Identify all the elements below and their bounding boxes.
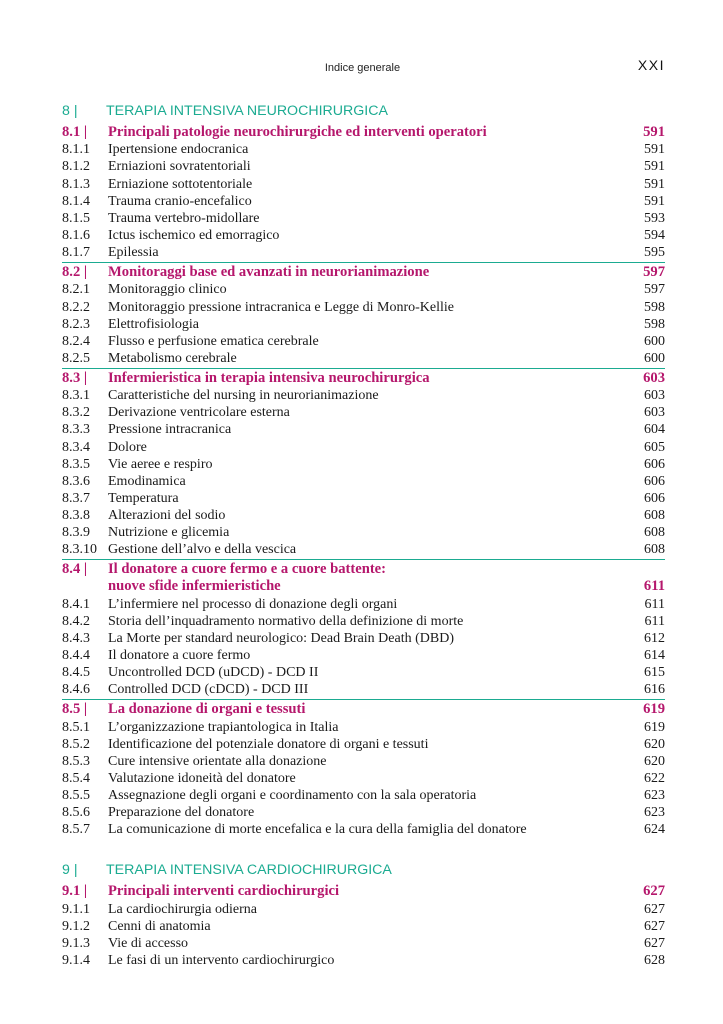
entry-number: 8.5.5 <box>62 787 90 803</box>
entry-number: 8.5.2 <box>62 736 90 752</box>
entry-title: La Morte per standard neurologico: Dead Brain Death (DBD) <box>108 630 454 646</box>
section-title: Infermieristica in terapia intensiva neurochirurgica <box>108 370 430 387</box>
entry-number: 8.2.5 <box>62 350 90 366</box>
entry-title: Le fasi di un intervento cardiochirurgico <box>108 952 335 968</box>
entry-number: 8.1.3 <box>62 176 90 192</box>
toc-entry <box>62 681 665 698</box>
entry-page-number: 628 <box>644 952 665 968</box>
section-heading <box>62 123 665 141</box>
toc-entry <box>62 387 665 404</box>
entry-page-number: 597 <box>644 282 665 298</box>
entry-title: Emodinamica <box>108 473 186 489</box>
entry-number: 8.1.1 <box>62 142 90 158</box>
entry-number: 8.4.1 <box>62 596 90 612</box>
entry-title: Trauma vertebro-midollare <box>108 210 260 226</box>
entry-number: 8.5.3 <box>62 753 90 769</box>
entry-number: 8.3.5 <box>62 456 90 472</box>
entry-number: 8.1.7 <box>62 244 90 260</box>
toc-entry <box>62 227 665 244</box>
entry-title: Dolore <box>108 439 147 455</box>
section-heading <box>62 882 665 900</box>
section-number: 8.2 | <box>62 264 88 281</box>
toc-entry <box>62 787 665 804</box>
page-number: XXI <box>637 57 665 73</box>
entry-title: Uncontrolled DCD (uDCD) - DCD II <box>108 665 319 681</box>
section-number: 8.5 | <box>62 701 88 718</box>
entry-title: Monitoraggio pressione intracranica e Legge di Monro-Kellie <box>108 299 454 315</box>
section-title: Monitoraggi base ed avanzati in neurorianimazione <box>108 264 430 281</box>
entry-page-number: 608 <box>644 507 665 523</box>
toc-entry <box>62 141 665 158</box>
entry-page-number: 611 <box>644 596 665 612</box>
entry-number: 8.2.1 <box>62 282 90 298</box>
entry-title: Elettrofisiologia <box>108 316 199 332</box>
entry-number: 8.3.4 <box>62 439 90 455</box>
chapter-title: TERAPIA INTENSIVA NEUROCHIRURGICA <box>106 103 388 119</box>
toc-entry <box>62 918 665 935</box>
entry-title: Ictus ischemico ed emorragico <box>108 227 280 243</box>
entry-title: Pressione intracranica <box>108 422 232 438</box>
entry-page-number: 598 <box>644 316 665 332</box>
entry-number: 8.3.1 <box>62 388 90 404</box>
toc-entry <box>62 596 665 613</box>
entry-page-number: 606 <box>644 490 665 506</box>
entry-number: 8.4.3 <box>62 630 90 646</box>
entry-title: La cardiochirurgia odierna <box>108 901 258 917</box>
toc-entry <box>62 316 665 333</box>
section-heading <box>62 262 665 281</box>
entry-title: Flusso e perfusione ematica cerebrale <box>108 333 319 349</box>
entry-page-number: 627 <box>644 918 665 934</box>
chapter-heading <box>62 101 665 121</box>
toc-entry <box>62 630 665 647</box>
entry-page-number: 623 <box>644 787 665 803</box>
entry-title: Ipertensione endocranica <box>108 142 249 158</box>
entry-page-number: 595 <box>644 244 665 260</box>
toc-entry <box>62 664 665 681</box>
toc-entry <box>62 333 665 350</box>
section-title: Il donatore a cuore fermo e a cuore battente: nuove sfide infermieristiche <box>108 561 387 595</box>
entry-page-number: 593 <box>644 210 665 226</box>
entry-number: 8.4.4 <box>62 647 90 663</box>
toc-entry <box>62 736 665 753</box>
entry-page-number: 627 <box>644 901 665 917</box>
toc-entry <box>62 770 665 787</box>
entry-title: Cenni di anatomia <box>108 918 211 934</box>
entry-page-number: 620 <box>644 753 665 769</box>
chapter-number: 9 | <box>62 862 78 879</box>
entry-title: Controlled DCD (cDCD) - DCD III <box>108 682 309 698</box>
toc-entry <box>62 281 665 298</box>
toc-entry <box>62 821 665 838</box>
section-page-number: 627 <box>643 883 665 900</box>
section-heading <box>62 699 665 718</box>
entry-page-number: 591 <box>644 193 665 209</box>
toc-entry <box>62 421 665 438</box>
chapter-title: TERAPIA INTENSIVA CARDIOCHIRURGICA <box>106 862 392 879</box>
entry-page-number: 603 <box>644 388 665 404</box>
section-heading <box>62 368 665 387</box>
entry-number: 8.3.3 <box>62 422 90 438</box>
entry-page-number: 615 <box>644 665 665 681</box>
running-header <box>60 57 665 79</box>
entry-title: Monitoraggio clinico <box>108 282 227 298</box>
toc-entry <box>62 244 665 261</box>
entry-number: 8.4.6 <box>62 682 90 698</box>
entry-page-number: 591 <box>644 142 665 158</box>
entry-number: 8.1.4 <box>62 193 90 209</box>
entry-number: 8.5.7 <box>62 822 90 838</box>
entry-title: Erniazioni sovratentoriali <box>108 159 251 175</box>
entry-page-number: 591 <box>644 159 665 175</box>
entry-page-number: 608 <box>644 525 665 541</box>
entry-title: Metabolismo cerebrale <box>108 350 237 366</box>
entry-number: 8.3.2 <box>62 405 90 421</box>
toc-entry <box>62 439 665 456</box>
entry-number: 8.5.4 <box>62 770 90 786</box>
entry-title: Storia dell’inquadramento normativo della definizione di morte <box>108 613 464 629</box>
entry-title: La comunicazione di morte encefalica e la cura della famiglia del donatore <box>108 822 527 838</box>
toc-entry <box>62 753 665 770</box>
entry-page-number: 605 <box>644 439 665 455</box>
entry-number: 8.3.9 <box>62 525 90 541</box>
entry-number: 8.3.6 <box>62 473 90 489</box>
entry-page-number: 611 <box>644 613 665 629</box>
entry-number: 8.3.7 <box>62 490 90 506</box>
entry-title: Gestione dell’alvo e della vescica <box>108 542 297 558</box>
entry-number: 8.1.5 <box>62 210 90 226</box>
entry-page-number: 603 <box>644 405 665 421</box>
entry-number: 8.5.1 <box>62 719 90 735</box>
entry-page-number: 604 <box>644 422 665 438</box>
section-page-number: 597 <box>643 264 665 281</box>
section-title: Principali patologie neurochirurgiche ed interventi operatori <box>108 124 487 141</box>
entry-number: 8.1.6 <box>62 227 90 243</box>
toc-entry <box>62 524 665 541</box>
section-page-number: 611 <box>643 578 665 595</box>
entry-title: Preparazione del donatore <box>108 805 255 821</box>
entry-page-number: 600 <box>644 350 665 366</box>
entry-page-number: 620 <box>644 736 665 752</box>
entry-number: 8.2.2 <box>62 299 90 315</box>
entry-title: Il donatore a cuore fermo <box>108 647 251 663</box>
entry-page-number: 606 <box>644 473 665 489</box>
entry-page-number: 627 <box>644 935 665 951</box>
toc-entry <box>62 613 665 630</box>
toc-entry <box>62 193 665 210</box>
entry-number: 8.2.3 <box>62 316 90 332</box>
toc-entry <box>62 935 665 952</box>
chapter-heading <box>62 860 665 880</box>
toc-entry <box>62 719 665 736</box>
toc-entry <box>62 490 665 507</box>
entry-number: 8.1.2 <box>62 159 90 175</box>
entry-title: L’organizzazione trapiantologica in Italia <box>108 719 339 735</box>
entry-title: Epilessia <box>108 244 159 260</box>
section-page-number: 619 <box>643 701 665 718</box>
running-title: Indice generale <box>324 62 401 74</box>
toc-entry <box>62 456 665 473</box>
entry-title: Cure intensive orientate alla donazione <box>108 753 327 769</box>
entry-number: 8.4.2 <box>62 613 90 629</box>
entry-page-number: 619 <box>644 719 665 735</box>
entry-title: Caratteristiche del nursing in neurorianimazione <box>108 388 379 404</box>
entry-page-number: 616 <box>644 682 665 698</box>
entry-number: 8.5.6 <box>62 805 90 821</box>
toc-entry <box>62 299 665 316</box>
entry-number: 8.3.10 <box>62 542 97 558</box>
entry-number: 9.1.3 <box>62 935 90 951</box>
entry-page-number: 612 <box>644 630 665 646</box>
entry-page-number: 606 <box>644 456 665 472</box>
entry-title: Erniazione sottotentoriale <box>108 176 253 192</box>
section-title: Principali interventi cardiochirurgici <box>108 883 340 900</box>
section-heading <box>62 559 665 595</box>
section-number: 8.1 | <box>62 124 88 140</box>
section-title: La donazione di organi e tessuti <box>108 701 306 718</box>
entry-title: Assegnazione degli organi e coordinamento con la sala operatoria <box>108 787 477 803</box>
toc-entry <box>62 158 665 175</box>
section-page-number: 603 <box>643 370 665 387</box>
toc-entry <box>62 404 665 421</box>
toc-entry <box>62 350 665 367</box>
toc-entry <box>62 473 665 490</box>
entry-page-number: 594 <box>644 227 665 243</box>
entry-number: 9.1.4 <box>62 952 90 968</box>
entry-page-number: 591 <box>644 176 665 192</box>
entry-page-number: 608 <box>644 542 665 558</box>
entry-number: 8.3.8 <box>62 507 90 523</box>
entry-title: Trauma cranio-encefalico <box>108 193 252 209</box>
entry-page-number: 622 <box>644 770 665 786</box>
entry-number: 8.4.5 <box>62 665 90 681</box>
toc-entry <box>62 210 665 227</box>
toc-entry <box>62 804 665 821</box>
entry-title: Vie di accesso <box>108 935 189 951</box>
entry-title: Identificazione del potenziale donatore di organi e tessuti <box>108 736 429 752</box>
table-of-contents <box>62 97 665 969</box>
entry-number: 9.1.2 <box>62 918 90 934</box>
section-number: 9.1 | <box>62 883 88 900</box>
section-number: 8.3 | <box>62 369 88 386</box>
entry-page-number: 598 <box>644 299 665 315</box>
toc-entry <box>62 901 665 918</box>
section-page-number: 591 <box>643 124 665 141</box>
entry-title: Derivazione ventricolare esterna <box>108 405 290 421</box>
entry-number: 9.1.1 <box>62 901 90 917</box>
entry-title: Temperatura <box>108 490 179 506</box>
entry-title: Valutazione idoneità del donatore <box>108 770 296 786</box>
entry-page-number: 600 <box>644 333 665 349</box>
toc-entry <box>62 507 665 524</box>
entry-title: L’infermiere nel processo di donazione degli organi <box>108 596 398 612</box>
entry-title: Nutrizione e glicemia <box>108 525 230 541</box>
entry-page-number: 623 <box>644 805 665 821</box>
entry-title: Alterazioni del sodio <box>108 507 226 523</box>
entry-title: Vie aeree e respiro <box>108 456 213 472</box>
toc-entry <box>62 541 665 558</box>
entry-number: 8.2.4 <box>62 333 90 349</box>
toc-entry <box>62 952 665 969</box>
entry-page-number: 624 <box>644 822 665 838</box>
toc-entry <box>62 647 665 664</box>
section-number: 8.4 | <box>62 561 88 578</box>
chapter-number: 8 | <box>62 103 78 119</box>
toc-entry <box>62 176 665 193</box>
entry-page-number: 614 <box>644 647 665 663</box>
